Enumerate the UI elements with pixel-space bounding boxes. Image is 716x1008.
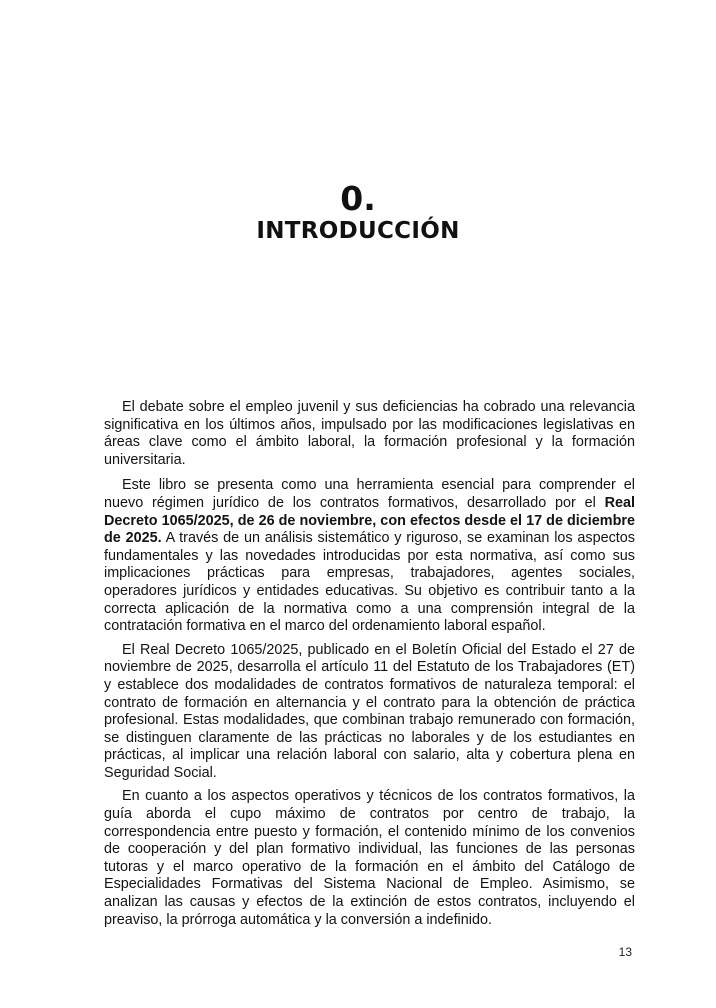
paragraph-4: En cuanto a los aspectos operativos y técnicos de los contratos formativos, la guía aborda el cupo máximo de contratos por centro de trabajo, la correspondencia entre puesto y formación, el contenido mínimo de los convenios de cooperación y del plan formativo individual, las funciones de las personas tutoras y el marco operativo de la formación en el ámbito del Catálogo de Especialidades Formativas del Sistema Nacional de Empleo. Asimismo, se analizan las causas y efectos de la extinción de estos contratos, incluyendo el preaviso, la prórroga automática y la conversión a indefinido.: [104, 788, 635, 928]
page-number: 13: [618, 945, 632, 959]
paragraph-2-intro: Este libro se presenta como una herramienta esencial para comprender el nuevo régimen jurídico de los contratos formativos, desarrollado por el: [104, 477, 635, 511]
paragraph-1: El debate sobre el empleo juvenil y sus deficiencias ha cobrado una relevancia significativa en los últimos años, impulsado por las modificaciones legislativas en áreas clave como el ámbito laboral, la formación profesional y la formación universitaria.: [104, 399, 635, 468]
chapter-number: 0.: [340, 179, 376, 218]
body-text: [104, 399, 635, 935]
paragraph-2-rest: A través de un análisis sistemático y riguroso, se examinan los aspectos fundamentales y las novedades introducidas por esta normativa, así como sus implicaciones prácticas para empresas, trabajadores, agentes sociales, operadores jurídicos y entidades educativas. Su objetivo es contribuir tanto a la correcta aplicación de la normativa como a una comprensión integral de la contratación formativa en el marco del ordenamiento laboral español.: [104, 530, 635, 635]
paragraph-2-bold: Real Decreto 1065/2025, de 26 de noviembre, con efectos desde el 17 de diciembre de 2025.: [104, 494, 635, 547]
paragraph-2: [104, 477, 635, 635]
paragraph-3: El Real Decreto 1065/2025, publicado en el Boletín Oficial del Estado el 27 de noviembre de 2025, desarrolla el artículo 11 del Estatuto de los Trabajadores (ET) y establece dos modalidades de contratos formativos de naturaleza temporal: el contrato de formación en alternancia y el contrato para la obtención de práctica profesional. Estas modalidades, que combinan trabajo remunerado con formación, se distinguen claramente de las prácticas no laborales y de los estudiantes en prácticas, al implicar una relación laboral con salario, alta y cobertura plena en Seguridad Social.: [104, 641, 635, 781]
chapter-title: INTRODUCCIÓN: [256, 218, 460, 244]
